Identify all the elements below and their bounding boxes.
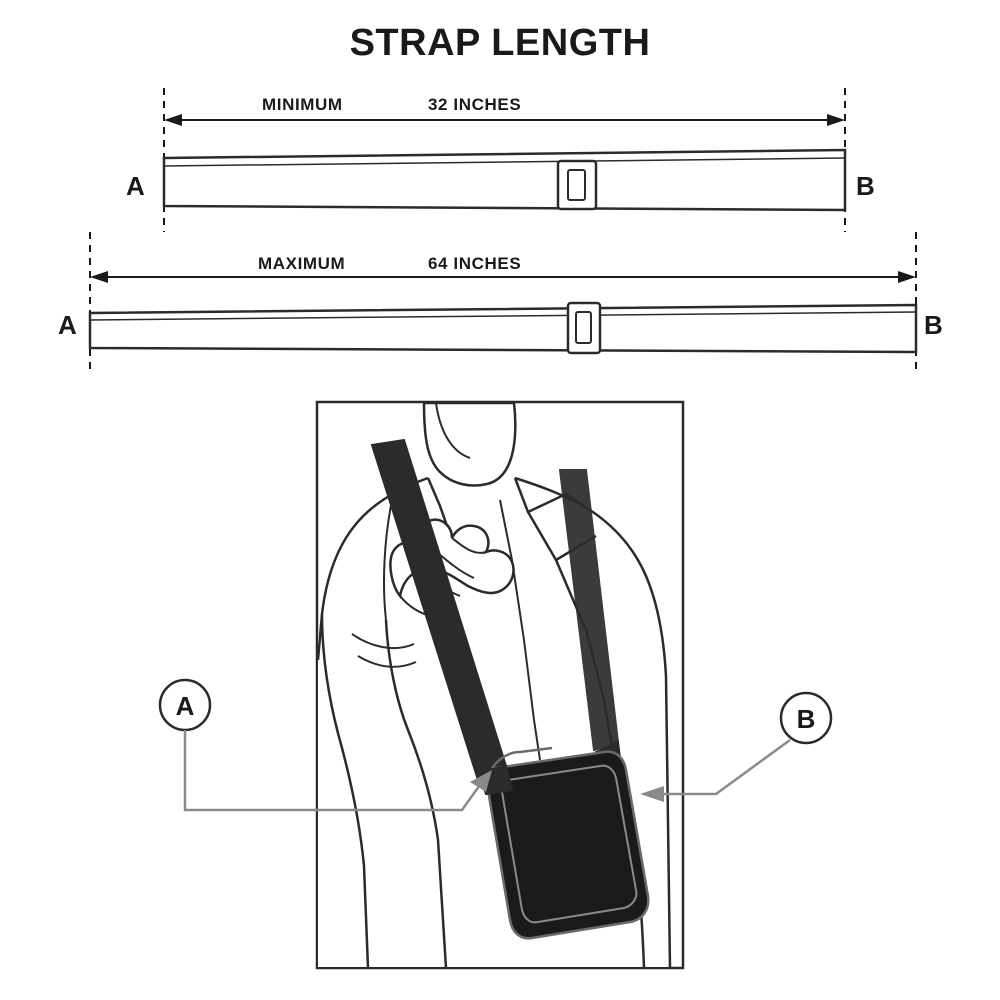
maximum-arrow-right [898, 271, 916, 283]
illustration-panel [160, 402, 831, 968]
minimum-label: MINIMUM [262, 95, 343, 114]
minimum-strap-group [164, 88, 845, 232]
callout-b-label: B [796, 704, 816, 734]
page-title: STRAP LENGTH [349, 22, 651, 64]
maximum-label: MAXIMUM [258, 254, 346, 273]
maximum-strap-buckle-slot [576, 312, 591, 343]
maximum-strap-group [90, 232, 916, 372]
minimum-strap-buckle-slot [568, 170, 585, 200]
maximum-strap-band [90, 305, 916, 352]
minimum-endpoint-a: A [126, 171, 145, 201]
minimum-endpoint-b: B [856, 171, 875, 201]
maximum-value: 64 INCHES [428, 254, 522, 273]
maximum-endpoint-b: B [924, 310, 943, 340]
maximum-arrow-left [90, 271, 108, 283]
minimum-arrow-left [164, 114, 182, 126]
minimum-arrow-right [827, 114, 845, 126]
minimum-value: 32 INCHES [428, 95, 522, 114]
maximum-endpoint-a: A [58, 310, 77, 340]
callout-a-label: A [175, 691, 195, 721]
